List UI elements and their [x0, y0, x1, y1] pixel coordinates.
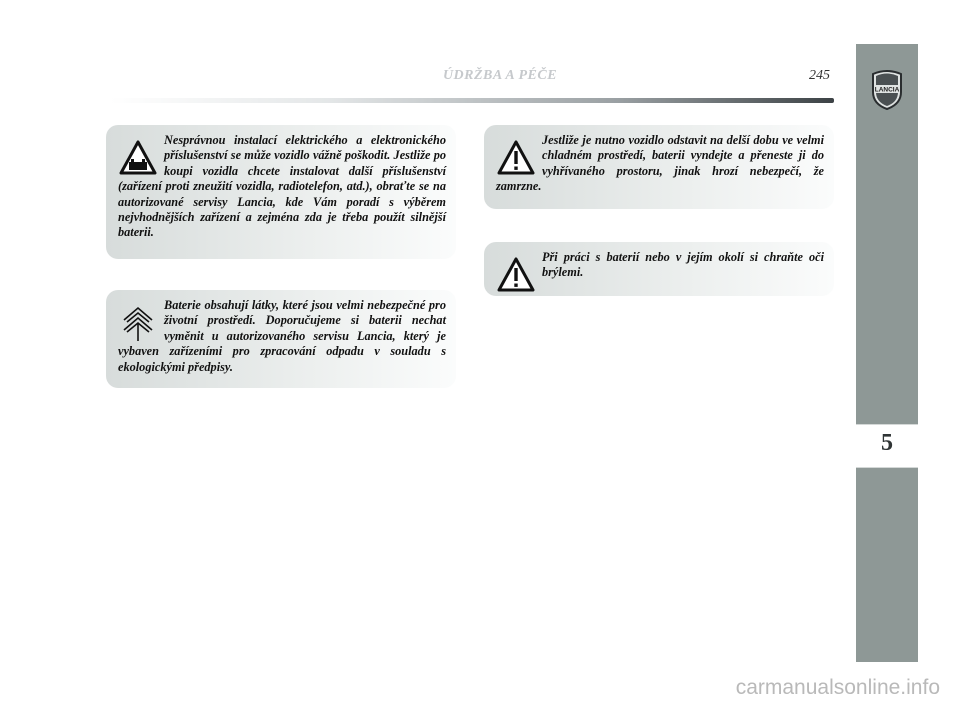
- environment-note: [106, 290, 456, 388]
- recycle-environment-icon: [118, 304, 158, 342]
- eye-protection-note: [484, 242, 834, 296]
- battery-warning-icon: [118, 139, 158, 177]
- header-divider: [110, 98, 834, 103]
- note-text: Nesprávnou instalací elektrického a elektronického příslušenství se může vozidlo vážně poškodit. Jestliže po koupi vozidla chcete instalovat další příslušenství (zařízení proti zneužití vozidla, radiotelefon, atd.), obraťte se na autorizované servisy Lancia, kde Vám poradí s výběrem nejvhodnějších zařízení a zejména zda je třeba použít silnější baterii.: [118, 133, 446, 240]
- note-text: Jestliže je nutno vozidlo odstavit na delší dobu ve velmi chladném prostředí, baterii vyndejte a přeneste ji do vyhřívaného prostoru, jinak hrozí nebezpečí, že zamrzne.: [496, 133, 824, 194]
- page-header-title: ÚDRŽBA A PÉČE: [442, 68, 558, 83]
- page-number: 245: [809, 68, 830, 83]
- note-text: Baterie obsahují látky, které jsou velmi nebezpečné pro životní prostředí. Doporučujeme si baterii nechat vyměnit u autorizovaného servisu Lancia, který je vybaven zařízeními pro zpracování odpadu v souladu s ekologickými předpisy.: [118, 298, 446, 374]
- note-text: Při práci s baterií nebo v jejím okolí si chraňte oči brýlemi.: [542, 250, 824, 280]
- warning-triangle-icon: [496, 256, 536, 294]
- chapter-number: 5: [881, 430, 893, 456]
- watermark: carmanualsonline.info: [735, 676, 940, 699]
- chapter-side-tab: [856, 44, 918, 662]
- logo-text: LANCIA: [874, 86, 900, 94]
- cold-storage-note: [484, 125, 834, 209]
- lancia-logo-icon: [867, 68, 907, 110]
- battery-installation-note: [106, 125, 456, 259]
- warning-triangle-icon: [496, 139, 536, 177]
